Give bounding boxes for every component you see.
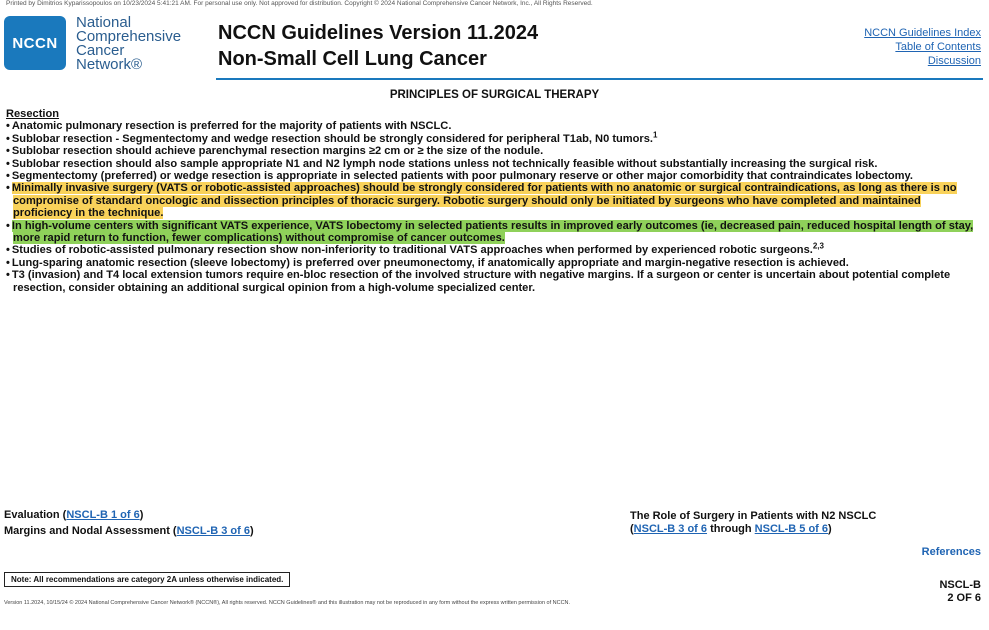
page-code: NSCL-B xyxy=(939,579,981,591)
resection-bullet-list xyxy=(6,120,981,294)
evaluation-link[interactable]: NSCL-B 1 of 6 xyxy=(66,509,140,521)
org-name-line: Cancer xyxy=(76,42,125,59)
resection-content xyxy=(6,108,981,294)
print-notice: Printed by Dimitrios Kyparissopoulos on 10/23/2024 5:41:21 AM. For personal use only. Not approved for distribution. Copyright © 2024 National Comprehensive Cancer Network, Inc., All Rights Reserved. xyxy=(6,0,593,7)
nccn-logo: NCCN xyxy=(4,16,66,70)
margins-ref: Margins and Nodal Assessment (NSCL-B 3 of 6) xyxy=(4,525,254,537)
title-block xyxy=(218,20,538,72)
references-container xyxy=(922,546,981,558)
page-number: 2 OF 6 xyxy=(947,592,981,604)
bullet-item: • Anatomic pulmonary resection is preferred for the majority of patients with NSCLC. xyxy=(6,120,981,132)
nscl-b-3-link[interactable]: NSCL-B 3 of 6 xyxy=(633,523,708,535)
bullet-item: • Sublobar resection should achieve parenchymal resection margins ≥2 cm or ≥ the size of the nodule. xyxy=(6,145,981,157)
table-of-contents-link[interactable]: Table of Contents xyxy=(895,41,981,53)
header-divider xyxy=(216,78,983,80)
evaluation-ref: Evaluation (NSCL-B 1 of 6) xyxy=(4,509,144,521)
org-name-line: National xyxy=(76,14,132,31)
nav-links xyxy=(864,26,981,68)
org-name xyxy=(76,16,206,72)
bullet-item: • Lung-sparing anatomic resection (sleeve lobectomy) is preferred over pneumonectomy, if anatomically appropriate and margin-negative resection is achieved. xyxy=(6,257,981,269)
guidelines-subtitle: Non-Small Cell Lung Cancer xyxy=(218,48,487,70)
category-note: Note: All recommendations are category 2A unless otherwise indicated. xyxy=(4,572,290,587)
bullet-item: • Sublobar resection should also sample appropriate N1 and N2 lymph node stations unless not technically feasible without substantially increasing the surgical risk. xyxy=(6,158,981,170)
highlighted-text: In high-volume centers with significant VATS experience, VATS lobectomy in selected patients results in improved early outcomes (ie, decreased pain, reduced hospital length of stay, more rapid return to function, fewer complications) without compromise of cancer outcomes. xyxy=(11,219,974,245)
references-link[interactable]: References xyxy=(921,546,981,558)
guidelines-version-title: NCCN Guidelines Version 11.2024 xyxy=(218,22,539,44)
footnote-ref: 1 xyxy=(653,130,658,140)
bullet-item: • Studies of robotic-assisted pulmonary resection show non-inferiority to traditional VATS approaches when performed by experienced robotic surgeons.$^{2,3}$ xyxy=(6,244,981,256)
highlighted-text: Minimally invasive surgery (VATS or robotic-assisted approaches) should be strongly considered for patients with no anatomic or surgical contraindications, as long as there is no compromise of standard oncologic and dissection principles of thoracic surgery. Robotic surgery should only be initiated by surgeons who have completed and maintained proficiency in the technique. xyxy=(11,182,957,220)
footnote-ref: 2,3 xyxy=(812,241,824,251)
bullet-item-highlighted-green xyxy=(6,220,981,245)
bullet-item: • T3 (invasion) and T4 local extension tumors require en-bloc resection of the involved structure with negative margins. If a surgeon or center is uncertain about potential complete resection, consider obtaining an additional surgical opinion from a high-volume specialized center. xyxy=(6,269,981,294)
bullet-item: • Sublobar resection - Segmentectomy and wedge resection should be strongly considered for peripheral T1ab, N0 tumors.$^1$ xyxy=(6,133,981,145)
org-name-line: Network® xyxy=(76,56,143,73)
n2-role-ref: The Role of Surgery in Patients with N2 NSCLC (NSCL-B 3 of 6 through NSCL-B 5 of 6) xyxy=(630,510,877,535)
bullet-item-highlighted-yellow xyxy=(6,182,981,219)
nscl-b-5-link[interactable]: NSCL-B 5 of 6 xyxy=(754,523,829,535)
related-sections xyxy=(4,507,254,539)
guidelines-index-link[interactable]: NCCN Guidelines Index xyxy=(864,27,981,39)
section-title: PRINCIPLES OF SURGICAL THERAPY xyxy=(389,89,600,101)
n2-role-title: The Role of Surgery in Patients with N2 NSCLC xyxy=(630,510,877,522)
org-name-line: Comprehensive xyxy=(76,28,182,45)
subsection-title: Resection xyxy=(6,108,60,120)
copyright-footer: Version 11.2024, 10/15/24 © 2024 National Comprehensive Cancer Network® (NCCN®), All rights reserved. NCCN Guidelines® and this illustration may not be reproduced in any form without the express written permission of NCCN. xyxy=(4,600,571,606)
page-identifier xyxy=(939,579,981,605)
bullet-item: • Segmentectomy (preferred) or wedge resection is appropriate in selected patients with poor pulmonary reserve or other major comorbidity that contraindicates lobectomy. xyxy=(6,170,981,182)
discussion-link[interactable]: Discussion xyxy=(927,55,981,67)
margins-nodal-link[interactable]: NSCL-B 3 of 6 xyxy=(176,525,250,537)
